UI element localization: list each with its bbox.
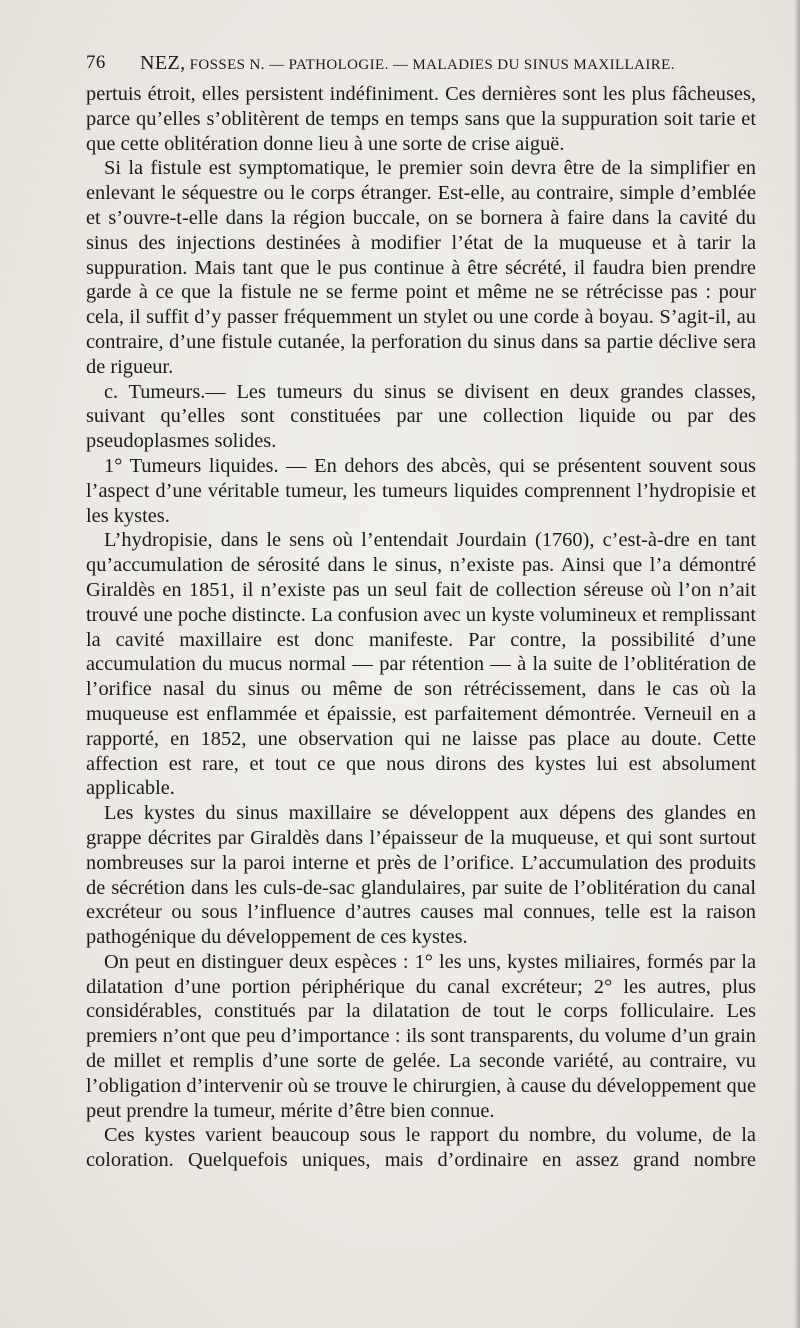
running-title-lead: NEZ, [140,52,186,74]
paragraph-tumeurs: c. Tumeurs.— Les tumeurs du sinus se divisent en deux grandes classes, suivant qu’elles sont constituées par une collection liquide ou par des pseudoplasmes solides. [86,380,756,453]
running-title [140,50,675,78]
paragraph-kystes: Les kystes du sinus maxillaire se développent aux dépens des glandes en grappe décrites par Giraldès dans l’épaisseur de la muqueuse, et qui sont surtout nombreuses sur la paroi interne et près de l’orifice. L’accumulation des produits de sécrétion dans les culs-de-sac glandulaires, par suite de l’oblitération du canal excréteur ou sous l’influence d’autres causes mal connues, telle est la raison pathogénique du développement de ces kystes. [86,802,756,949]
page-number: 76 [86,52,106,73]
paragraph-especes: On peut en distinguer deux espèces : 1° les uns, kystes miliaires, formés par la dilatation d’une portion périphérique du canal excréteur; 2° les autres, plus considérables, constitués par la dilatation de tout le corps folliculaire. Les premiers n’ont que peu d’importance : ils sont transparents, du volume d’un grain de millet et remplis d’une sorte de gelée. La seconde variété, au contraire, vu l’obligation d’intervenir où se trouve le chirurgien, à cause du développement que peut prendre la tumeur, mérite d’être bien connue. [86,950,756,1122]
paragraph-continuation: pertuis étroit, elles persistent indéfiniment. Ces dernières sont les plus fâcheuses, parce qu’elles s’oblitèrent de temps en temps sans que la suppuration soit tarie et que cette oblitération donne lieu à une sorte de crise aiguë. [86,83,756,155]
page-edge-shadow [794,0,800,1328]
running-header [86,50,756,76]
paragraph-hydropisie: L’hydropisie, dans le sens où l’entendait Jourdain (1760), c’est-à-dre en tant qu’accumulation de sérosité dans le sinus, n’existe pas. Ainsi que l’a démontré Giraldès en 1851, il n’existe pas un seul fait de collection séreuse où l’on n’ait trouvé une poche distincte. La confusion avec un kyste volumineux et remplissant la cavité maxillaire est donc manifeste. Par contre, la possibilité d’une accumulation du mucus normal — par rétention — à la suite de l’oblitération de l’orifice nasal du sinus ou même de son rétrécissement, dans le cas où la muqueuse est enflammée et épaissie, est parfaitement démontrée. Verneuil en a rapporté, en 1852, une observation qui ne laisse pas place au doute. Cette affection est rare, et tout ce que nous dirons des kystes lui est absolument applicable. [86,529,756,800]
running-title-rest: FOSSES N. — PATHOLOGIE. — MALADIES DU SINUS MAXILLAIRE. [189,57,675,73]
body-text [86,82,756,1173]
paragraph-tumeurs-liquides: 1° Tumeurs liquides. — En dehors des abcès, qui se présentent souvent sous l’aspect d’une véritable tumeur, les tumeurs liquides comprennent l’hydropisie et les kystes. [86,454,756,527]
paragraph-fistule: Si la fistule est symptomatique, le premier soin devra être de la simplifier en enlevant le séquestre ou le corps étranger. Est-elle, au contraire, simple d’emblée et s’ouvre-t-elle dans la région buccale, on se bornera à faire dans la cavité du sinus des injections destinées à modifier l’état de la muqueuse et à tarir la suppuration. Mais tant que le pus continue à être sécrété, il faudra bien prendre garde à ce que la fistule ne se ferme point et même ne se rétrécisse pas : pour cela, il suffit d’y passer fréquemment un stylet ou une corde à boyau. S’agit-il, au contraire, d’une fistule cutanée, la perforation du sinus dans sa partie déclive sera de rigueur. [86,157,756,378]
paragraph-varietes: Ces kystes varient beaucoup sous le rapport du nombre, du volume, de la coloration. Quelquefois uniques, mais d’ordinaire en assez grand nombre [86,1124,756,1172]
